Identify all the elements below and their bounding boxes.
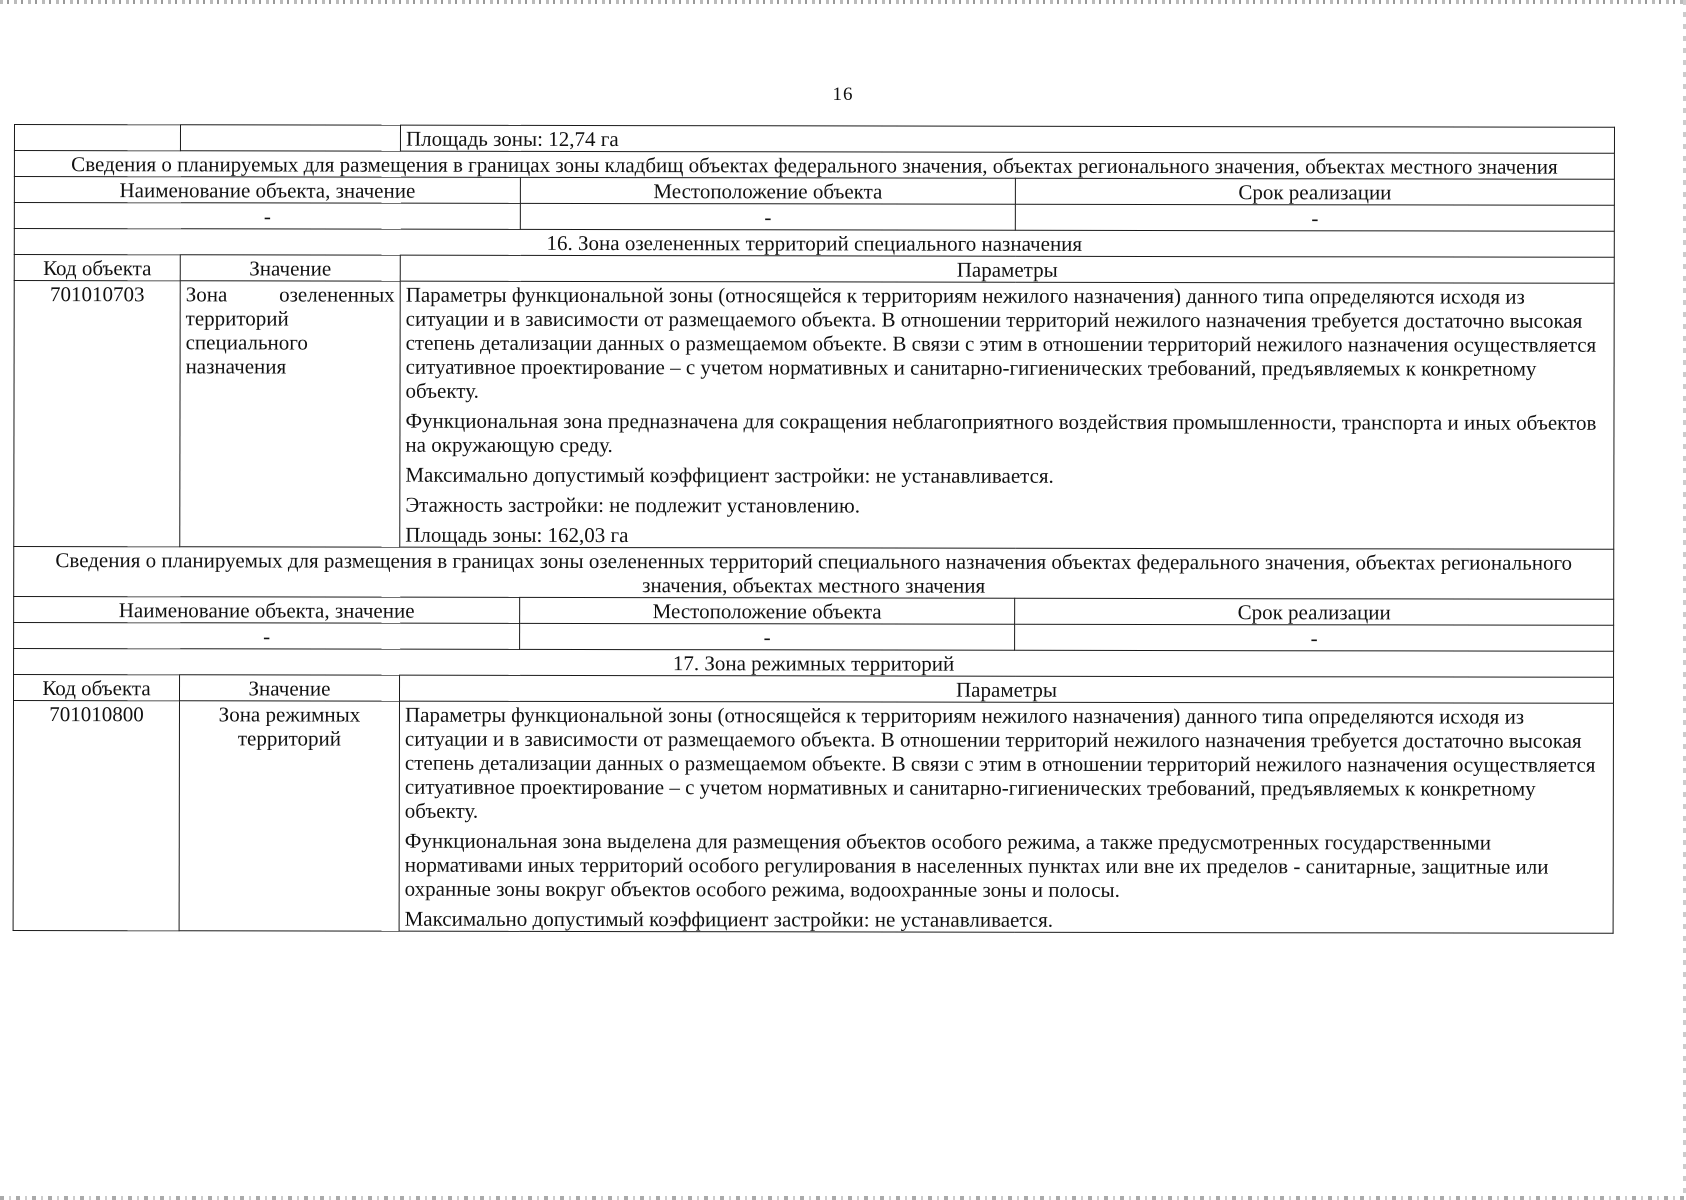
zones-table [13, 124, 1615, 934]
zone17-code: 701010800 [13, 701, 179, 931]
zone17-params [399, 701, 1613, 933]
zone16-param-text: Параметры функциональной зоны (относящейся к территориям нежилого назначения) данного типа определяются исходя из ситуации и в зависимости от размещаемого объекта. В отношении территорий нежилого назначения требуется достаточно высокая степень детализации данных о размещаемом объекте. В связи с этим в отношении территорий нежилого назначения осуществляется ситуативное проектирование – с учетом нормативных и санитарно-гигиенических требований, предъявляемых к конкретному объекту. [405, 282, 1597, 403]
term-cell: - [1015, 624, 1614, 651]
col-object-name-header: Наименование объекта, значение [14, 177, 520, 204]
table-header-row [14, 597, 1614, 626]
term-cell: - [1015, 204, 1614, 231]
zone17-row [13, 701, 1613, 934]
object-name-cell: - [14, 623, 520, 650]
col-params-header: Параметры [400, 255, 1614, 283]
col-value-header: Значение [180, 255, 400, 281]
table-row [14, 203, 1614, 232]
table-row-prev-area [14, 125, 1614, 154]
zone16-row [14, 281, 1614, 550]
zone16-value: Зона озелененных территорий специального назначения [180, 281, 400, 547]
zone17-param-text: Параметры функциональной зоны (относящейся к территориям нежилого назначения) данного типа определяются исходя из ситуации и в зависимости от размещаемого объекта. В отношении территорий нежилого назначения требуется достаточно высокая степень детализации данных о размещаемом объекте. В связи с этим в отношении территорий нежилого назначения осуществляется ситуативное проектирование – с учетом нормативных и санитарно-гигиенических требований, предъявляемых к конкретному объекту. [404, 702, 1596, 823]
zone16-title: 16. Зона озелененных территорий специального назначения [14, 229, 1614, 258]
empty-cell [180, 125, 400, 151]
scan-edge-top [0, 0, 1686, 4]
zone16-info-title: Сведения о планируемых для размещения в границах зоны озелененных территорий специального назначения объектах федерального значения, объектах регионального значения, объектах местного значения [14, 547, 1614, 600]
col-location-header: Местоположение объекта [520, 177, 1015, 204]
scan-edge-bottom [0, 1196, 1686, 1200]
col-object-name-header: Наименование объекта, значение [14, 597, 520, 624]
location-cell: - [520, 203, 1015, 230]
table-row-section-title [14, 649, 1614, 678]
table-header-row [14, 177, 1614, 206]
page-number: 16 [832, 84, 854, 105]
table-row-section-title [14, 229, 1614, 258]
zone16-param-text: Этажность застройки: не подлежит установлению. [405, 492, 860, 518]
table-row-section-title [14, 151, 1614, 180]
table-row [14, 623, 1614, 652]
prev-zone-area: Площадь зоны: 12,74 га [400, 125, 1614, 153]
zone16-params [400, 281, 1614, 549]
zone17-value: Зона режимных территорий [179, 701, 399, 931]
zone16-param-text: Площадь зоны: 162,03 га [405, 522, 629, 548]
object-name-cell: - [14, 203, 520, 230]
col-term-header: Срок реализации [1015, 598, 1614, 625]
col-code-header: Код объекта [14, 255, 180, 281]
table-header-row [14, 255, 1614, 284]
col-params-header: Параметры [399, 675, 1613, 703]
zone16-param-text: Функциональная зона предназначена для сокращения неблагоприятного воздействия промышленности, транспорта и иных объектов на окружающую среду. [405, 408, 1597, 458]
table-row-section-title [14, 547, 1614, 600]
col-value-header: Значение [179, 675, 399, 701]
zone17-param-text: Максимально допустимый коэффициент застройки: не устанавливается. [404, 906, 1054, 932]
zone17-param-text: Функциональная зона выделена для размещения объектов особого режима, а также предусмотренных государственными нормативами иных территорий особого регулирования в населенных пунктах или вне их пределов - санитарные, защитные или охранные зоны вокруг объектов особого режима, водоохранные зоны и полосы. [404, 828, 1549, 902]
col-term-header: Срок реализации [1015, 178, 1614, 205]
table-header-row [13, 675, 1613, 704]
col-code-header: Код объекта [13, 675, 179, 701]
zone16-param-text: Максимально допустимый коэффициент застройки: не устанавливается. [405, 462, 1054, 488]
zone16-code: 701010703 [14, 281, 180, 547]
cemetery-info-title: Сведения о планируемых для размещения в границах зоны кладбищ объектах федерального значения, объектах регионального значения, объектах местного значения [14, 151, 1614, 180]
zone17-title: 17. Зона режимных территорий [14, 649, 1614, 678]
col-location-header: Местоположение объекта [520, 597, 1015, 624]
empty-cell [14, 125, 180, 151]
location-cell: - [520, 623, 1015, 650]
